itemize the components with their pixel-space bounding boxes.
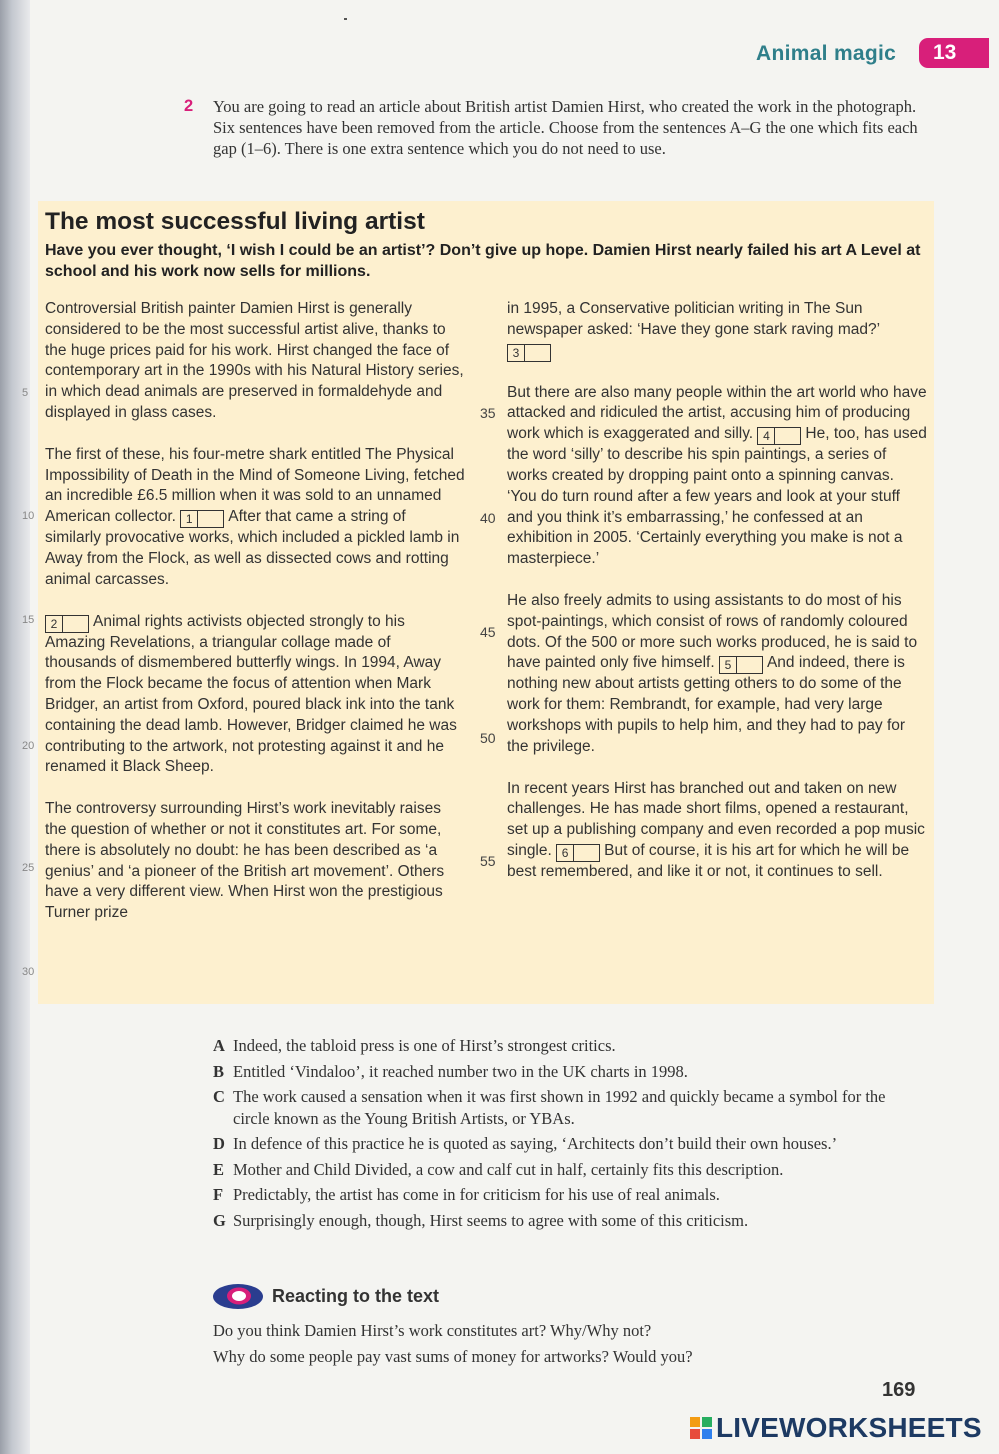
speech-bubble-icon: [212, 1283, 264, 1310]
paragraph-text: But there are also many people within the art world who have attacked and ridiculed the artist, accusing him of producing work which is exaggerated and silly.: [507, 383, 927, 443]
answer-gap-2[interactable]: [45, 615, 89, 633]
article-paragraph: Controversial British painter Damien Hirst is generally considered to be the most successful artist alive, thanks to the huge prices paid for his work. Hirst changed the face of contemporary art in the 1990s with his Natural History series, in which dead animals are preserved in formaldehyde and displayed in glass cases.: [45, 300, 464, 421]
gap-number: 2: [46, 616, 63, 632]
paragraph-text: In recent years Hirst has branched out and taken on new challenges. He has made short films, opened a restaurant, set up a publishing company and even recorded a pop music single.: [507, 779, 925, 859]
article-title: The most successful living artist: [45, 208, 425, 235]
chapter-badge: 13: [919, 38, 989, 68]
answer-gap-3[interactable]: [507, 344, 551, 362]
article-paragraph: The controversy surrounding Hirst’s work inevitably raises the question of whether or not it constitutes art. For some, there is absolutely no doubt: he has been described as ‘a genius’ and ‘a pioneer of the British art movement’. Others have a very different view. When Hirst won the prestigious Turner prize: [45, 800, 445, 922]
section-title: Animal magic: [756, 42, 897, 65]
article-paragraph: [507, 591, 927, 758]
discussion-question: Why do some people pay vast sums of money for artworks? Would you?: [213, 1347, 693, 1366]
paragraph-text: in 1995, a Conservative politician writing in The Sun newspaper asked: ‘Have they gone stark raving mad?’: [507, 300, 880, 338]
option-d: [213, 1133, 923, 1155]
option-letter: G: [213, 1210, 226, 1230]
article-paragraph: [45, 612, 465, 779]
discussion-question: Do you think Damien Hirst’s work constitutes art? Why/Why not?: [213, 1321, 652, 1340]
answer-gap-6[interactable]: [556, 844, 600, 862]
option-letter: B: [213, 1061, 225, 1081]
article-paragraph: [507, 383, 927, 570]
option-letter: F: [213, 1185, 224, 1204]
paragraph-text: The first of these, his four-metre shark entitled The Physical Impossibility of Death in the Mind of Someone Living, fetched an incredible £6.5 million when it was sold to an unnamed American collector.: [45, 445, 465, 526]
sentence-options: [213, 1035, 923, 1235]
gap-number: 4: [758, 428, 775, 444]
line-number: 35: [480, 405, 496, 421]
page-number: 169: [882, 1379, 916, 1401]
line-number: 50: [480, 730, 496, 746]
gap-number: 3: [508, 345, 525, 361]
option-a: [213, 1035, 923, 1057]
task-text: You are going to read an article about British artist Damien Hirst, who created the work in the photograph. Six sentences have been removed from the article. Choose from the sentences A–G the one which fits each gap (1–6). There is one extra sentence which you do not need to use.: [213, 97, 918, 158]
option-g: [213, 1210, 923, 1232]
margin-line-number: 5: [22, 387, 29, 399]
paragraph-text: Animal rights activists objected strongly to his Amazing Revelations, a triangular collage made of thousands of dismembered butterfly wings. In 1994, Away from the Flock became the focus of attention when Mark Bridger, an artist from Oxford, poured black ink into the tank containing the dead lamb. However, Bridger claimed he was contributing to the artwork, not protesting against it and he renamed it Black Sheep.: [45, 612, 457, 776]
option-c: [213, 1086, 923, 1129]
option-text: Indeed, the tabloid press is one of Hirst’s strongest critics.: [233, 1036, 616, 1055]
line-number: 55: [480, 853, 496, 869]
paragraph-text: He, too, has used the word ‘silly’ to describe his spin paintings, a series of works created by dropping paint onto a spinning canvas. ‘You do turn round after a few years and look at your stuff and you think it’s embarrassing,’ he confessed at an exhibition in 2005. ‘Certainly everything you make is not a masterpiece.’: [507, 425, 927, 568]
margin-line-number: 15: [22, 614, 35, 626]
answer-gap-4[interactable]: [757, 427, 801, 445]
option-text: Surprisingly enough, though, Hirst seems to agree with some of this criticism.: [233, 1210, 749, 1230]
paragraph-text: After that came a string of similarly provocative works, which included a pickled lamb in Away from the Flock, as well as dissected cows and rotting animal carcasses.: [45, 508, 460, 588]
article-standfirst: Have you ever thought, ‘I wish I could be an artist’? Don’t give up hope. Damien Hirst nearly failed his art A Level at school and his work now sells for millions.: [45, 242, 921, 280]
option-letter: E: [213, 1159, 225, 1179]
gap-number: 5: [720, 657, 737, 673]
line-number: 40: [480, 510, 496, 526]
option-b: [213, 1061, 923, 1083]
liveworksheets-watermark: [690, 1410, 982, 1446]
line-number: 45: [480, 624, 496, 640]
article-column-right: [507, 299, 927, 904]
option-letter: A: [213, 1036, 225, 1055]
reacting-title: Reacting to the text: [272, 1286, 440, 1306]
option-letter: D: [213, 1134, 225, 1153]
option-text: Mother and Child Divided, a cow and calf cut in half, certainly fits this description.: [233, 1159, 784, 1179]
answer-gap-1[interactable]: [180, 510, 224, 528]
article-paragraph: [507, 779, 927, 883]
gap-number: 1: [181, 511, 198, 527]
discussion-questions: [213, 1318, 693, 1370]
task-number: 2: [184, 97, 194, 115]
option-f: [213, 1184, 923, 1206]
task-instructions: [184, 96, 924, 159]
answer-gap-5[interactable]: [719, 656, 763, 674]
margin-line-number: 30: [22, 966, 35, 978]
article-paragraph: [507, 299, 927, 362]
margin-line-number: 20: [22, 740, 35, 752]
margin-line-number: 25: [22, 862, 35, 874]
option-e: [213, 1159, 923, 1181]
article-column-left: [45, 299, 465, 945]
margin-line-number: 10: [22, 510, 35, 522]
option-text: The work caused a sensation when it was first shown in 1992 and quickly became a symbol for the circle known as the Young British Artists, or YBAs.: [233, 1087, 886, 1128]
gap-number: 6: [557, 845, 574, 861]
article-paragraph: [45, 445, 465, 591]
option-text: Entitled ‘Vindaloo’, it reached number two in the UK charts in 1998.: [233, 1061, 688, 1081]
paragraph-text: But of course, it is his art for which he will be best remembered, and like it or not, it continues to sell.: [507, 841, 910, 880]
paragraph-text: And indeed, there is nothing new about artists getting others to do some of the work for them: Rembrandt, for example, had very large workshops with pupils to help him, and they had to pay for the privilege.: [507, 654, 906, 755]
scan-speck: [344, 18, 347, 20]
option-text: Predictably, the artist has come in for criticism for his use of real animals.: [233, 1185, 720, 1204]
option-letter: C: [213, 1087, 225, 1106]
option-text: In defence of this practice he is quoted as saying, ‘Architects don’t build their own houses.’: [233, 1134, 838, 1153]
paragraph-text: He also freely admits to using assistants to do most of his spot-paintings, which consist of rows of randomly coloured dots. Of the 500 or more such works produced, he is said to have painted only five himself.: [507, 591, 918, 672]
watermark-text: LIVEWORKSHEETS: [716, 1412, 982, 1443]
book-spine-shadow: [0, 0, 30, 1454]
liveworksheets-logo-icon: [690, 1417, 712, 1439]
